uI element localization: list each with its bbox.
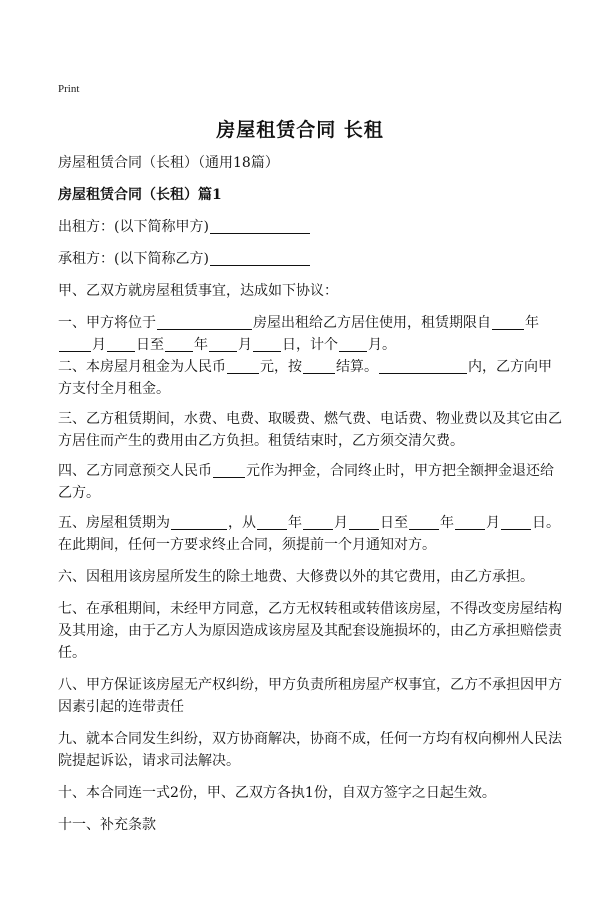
blank-field	[210, 249, 310, 266]
document-title: 房屋租赁合同 长租	[216, 119, 384, 141]
clause-3-line-2: 方居住而产生的费用由乙方负担。租赁结束时，乙方须交清欠费。	[58, 433, 464, 449]
clause-6: 六、因租用该房屋所发生的除土地费、大修费以外的其它费用，由乙方承担。	[58, 569, 534, 585]
blank-field	[303, 513, 333, 530]
clause-8-line-2: 因素引起的连带责任	[58, 699, 184, 715]
clause-text: 五、房屋租赁期为	[58, 515, 170, 531]
blank-field	[253, 335, 281, 352]
blank-field	[209, 335, 237, 352]
blank-field	[379, 357, 467, 374]
clause-3-line-1: 三、乙方租赁期间，水费、电费、取暖费、燃气费、电话费、物业费以及其它由乙	[58, 411, 562, 427]
clause-text: 日至	[380, 515, 408, 531]
blank-field	[171, 513, 227, 530]
lessor-line	[58, 216, 548, 238]
blank-field	[257, 513, 287, 530]
lessor-label: 出租方：(以下简称甲方)	[58, 219, 209, 235]
clause-text: 年	[194, 337, 208, 353]
clause-text: 元作为押金，合同终止时，甲方把全额押金退还给	[246, 463, 554, 479]
blank-field	[165, 335, 193, 352]
clause-9-line-2: 院提起诉讼，请求司法解决。	[58, 753, 240, 769]
clause-text: 日，计个	[282, 337, 338, 353]
clause-1-line-2	[58, 334, 548, 356]
clause-7-line-3: 任。	[58, 645, 86, 661]
clause-10: 十、本合同连一式2份，甲、乙双方各执1份，自双方签字之日起生效。	[58, 785, 496, 801]
clause-text: 元，按	[260, 359, 302, 375]
clause-text: 月	[238, 337, 252, 353]
clause-text: 月	[486, 515, 500, 531]
clause-1-line-1	[58, 312, 548, 334]
print-label: Print	[58, 83, 80, 95]
blank-field	[59, 335, 91, 352]
clause-text: 月	[92, 337, 106, 353]
blank-field	[210, 217, 310, 234]
clause-text: 二、本房屋月租金为人民币	[58, 359, 226, 375]
clause-text: 结算。	[336, 359, 378, 375]
clause-text: 年	[440, 515, 454, 531]
clause-4-line-1	[58, 460, 554, 482]
document-subtitle: 房屋租赁合同（长租）（通用18篇）	[58, 155, 279, 171]
clause-text: ，从	[228, 515, 256, 531]
clause-text: 月。	[368, 337, 396, 353]
clause-text: 内，乙方向甲	[468, 359, 552, 375]
blank-field	[409, 513, 439, 530]
clause-text: 一、甲方将位于	[58, 315, 156, 331]
clause-5-line-1	[58, 512, 560, 534]
intro-paragraph: 甲、乙双方就房屋租赁事宜，达成如下协议：	[58, 283, 338, 299]
clause-text: 房屋出租给乙方居住使用，租赁期限自	[253, 315, 491, 331]
clause-2-line-1	[58, 356, 552, 378]
clause-text: 日。	[532, 515, 560, 531]
clause-text: 年	[525, 315, 539, 331]
clause-2-line-2: 方支付全月租金。	[58, 381, 170, 397]
clause-text: 四、乙方同意预交人民币	[58, 463, 212, 479]
blank-field	[492, 313, 524, 330]
clause-8-line-1: 八、甲方保证该房屋无产权纠纷，甲方负责所租房屋产权事宜，乙方不承担因甲方	[58, 677, 562, 693]
blank-field	[349, 513, 379, 530]
blank-field	[227, 357, 259, 374]
blank-field	[107, 335, 135, 352]
clause-11: 十一、补充条款	[58, 817, 156, 833]
blank-field	[213, 461, 245, 478]
blank-field	[339, 335, 367, 352]
blank-field	[157, 313, 252, 330]
blank-field	[455, 513, 485, 530]
clause-4-line-2: 乙方。	[58, 485, 100, 501]
clause-text: 月	[334, 515, 348, 531]
clause-9-line-1: 九、就本合同发生纠纷，双方协商解决，协商不成，任何一方均有权向柳州人民法	[58, 731, 562, 747]
section-heading: 房屋租赁合同（长租）篇1	[58, 187, 222, 203]
lessee-label: 承租方：(以下简称乙方)	[58, 251, 209, 267]
clause-7-line-2: 及其用途，由于乙方人为原因造成该房屋及其配套设施损坏的，由乙方承担赔偿责	[58, 623, 562, 639]
clause-7-line-1: 七、在承租期间，未经甲方同意，乙方无权转租或转借该房屋，不得改变房屋结构	[58, 601, 562, 617]
blank-field	[501, 513, 531, 530]
clause-text: 年	[288, 515, 302, 531]
clause-5-line-2: 在此期间，任何一方要求终止合同，须提前一个月通知对方。	[58, 537, 436, 553]
lessee-line	[58, 248, 548, 270]
blank-field	[303, 357, 335, 374]
clause-text: 日至	[136, 337, 164, 353]
